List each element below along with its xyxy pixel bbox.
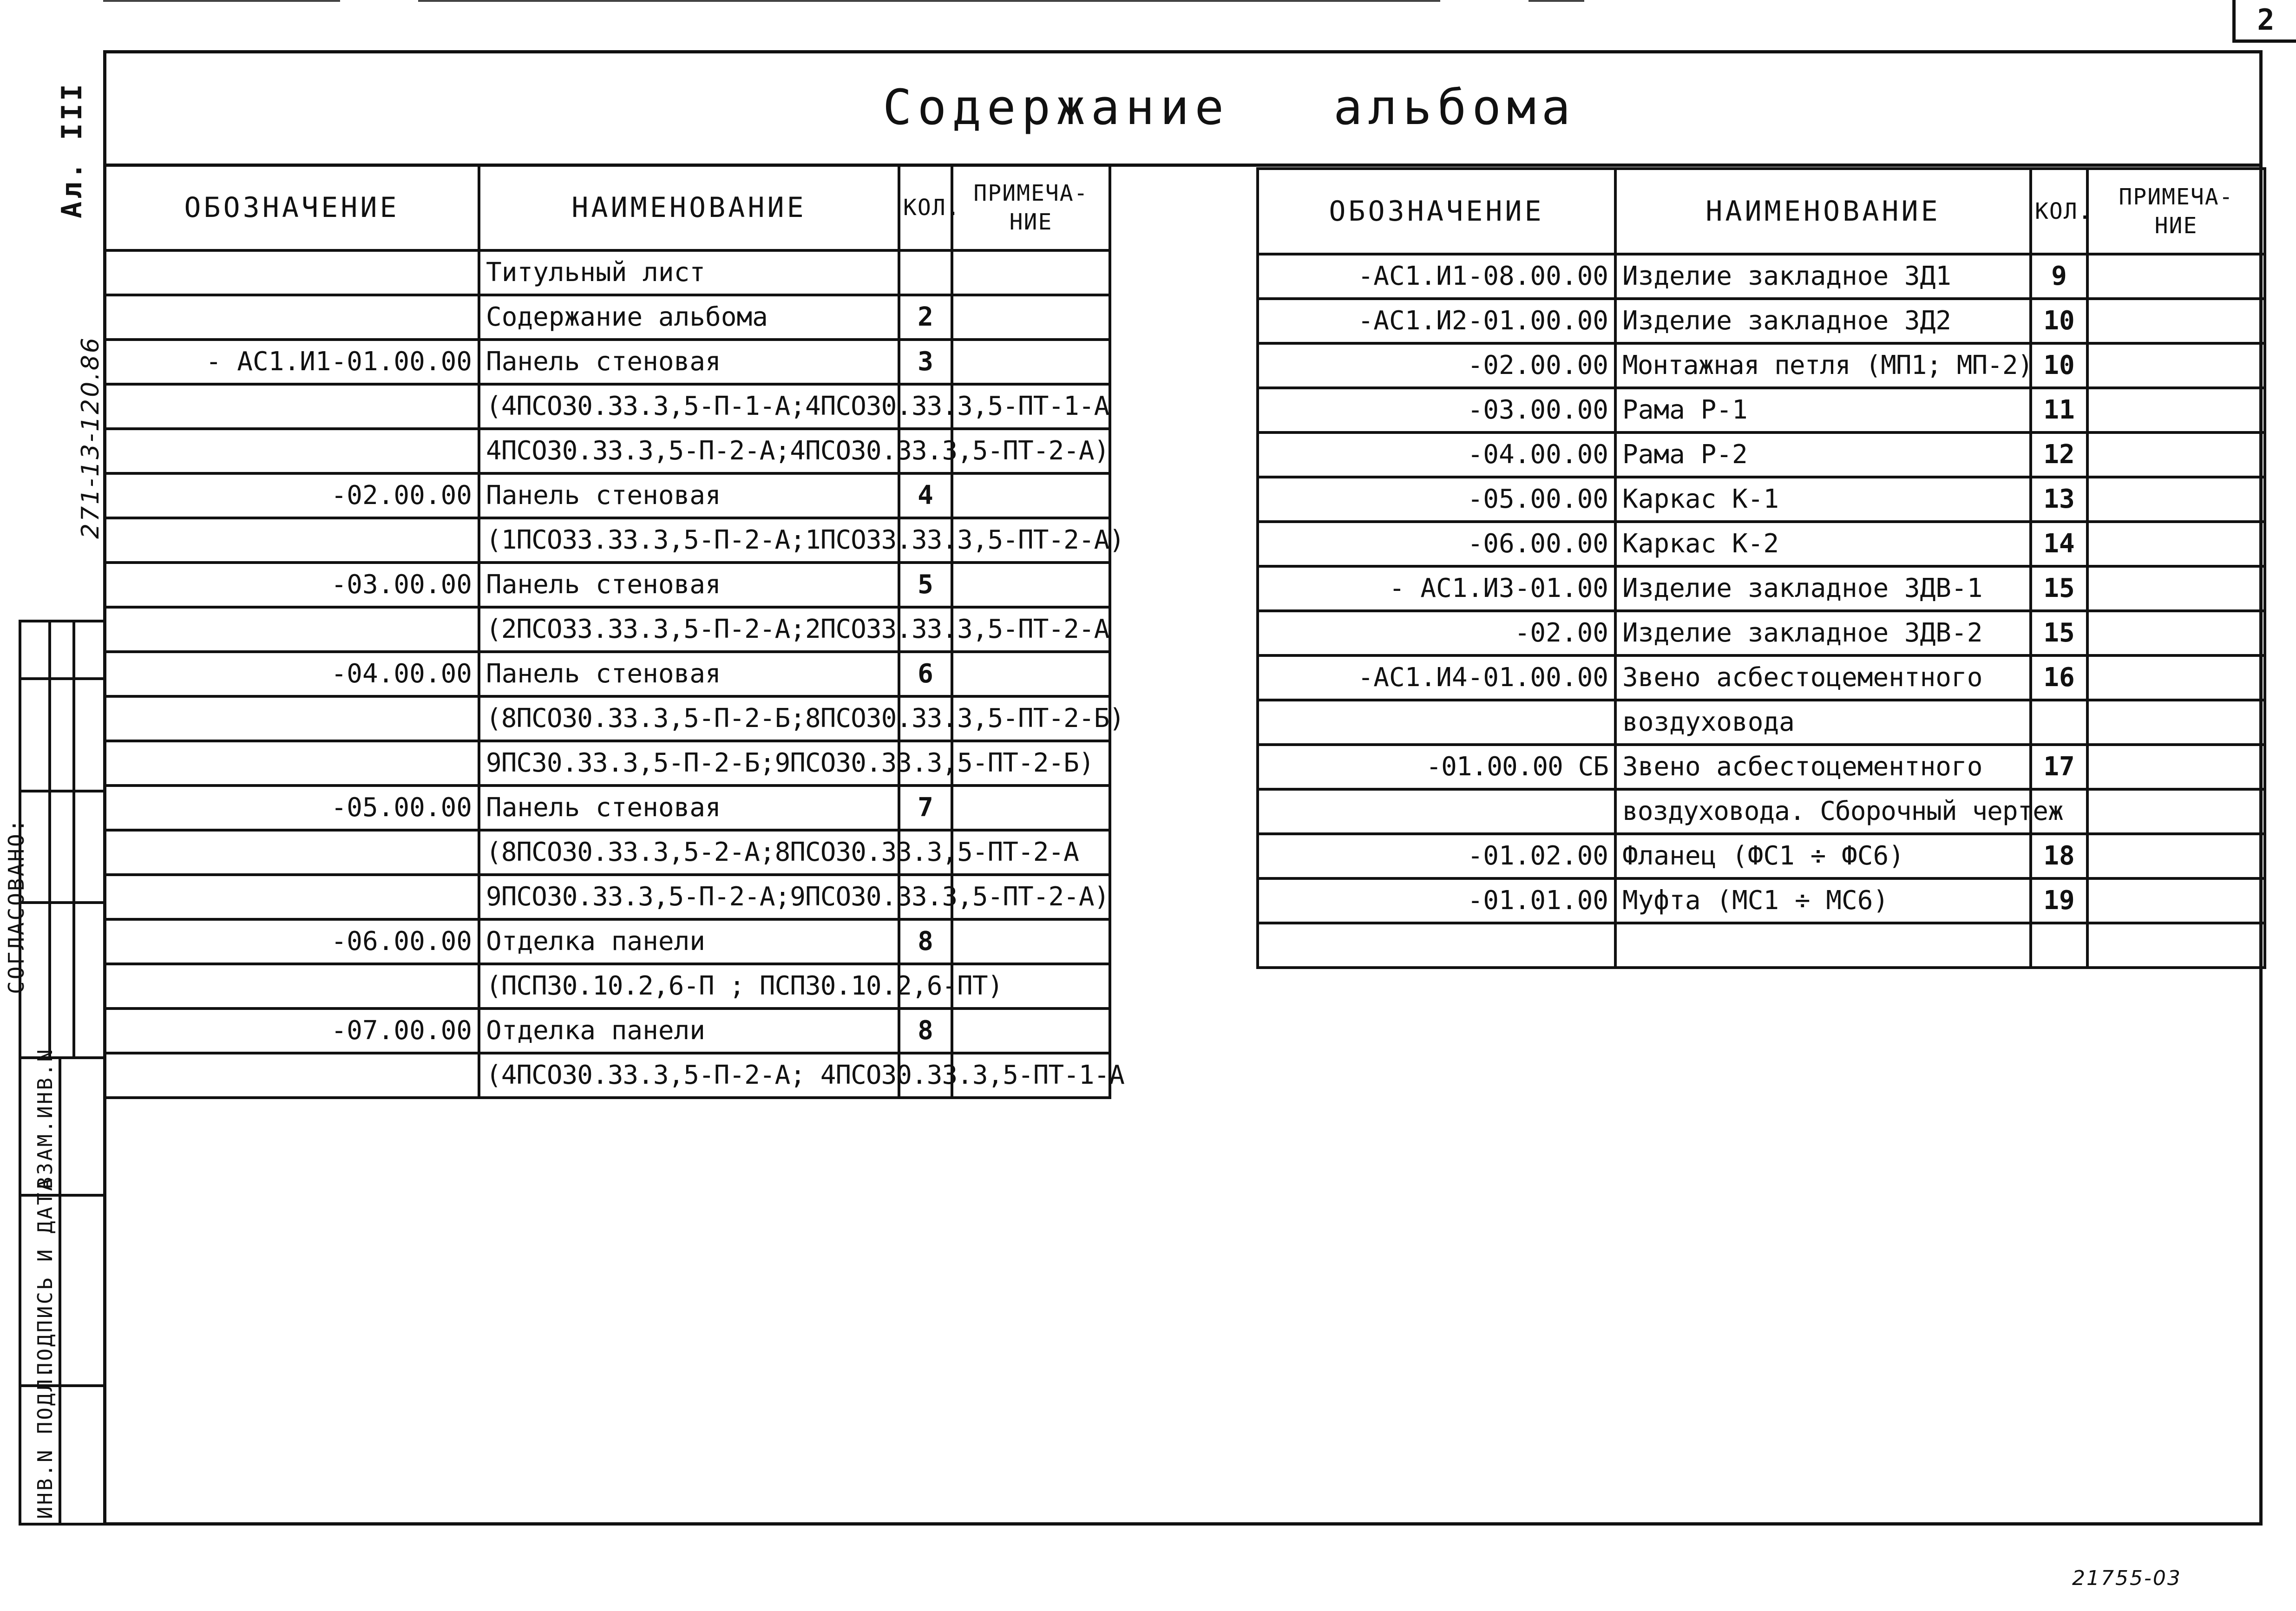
header-row xyxy=(105,165,1110,250)
table-row xyxy=(1258,700,2265,745)
table-row xyxy=(1258,611,2265,655)
row-code xyxy=(105,964,479,1009)
table-row xyxy=(105,518,1110,563)
table-row xyxy=(105,919,1110,964)
row-qty: 16 xyxy=(2031,655,2087,700)
contents-table-right xyxy=(1256,167,2266,969)
row-name: Отделка панели xyxy=(479,1009,899,1053)
table-row xyxy=(1258,477,2265,522)
row-name: Рама Р-1 xyxy=(1615,388,2031,432)
row-code: - АС1.И3-01.00 xyxy=(1258,566,1615,611)
table-row xyxy=(105,696,1110,741)
table-row xyxy=(105,607,1110,652)
row-code xyxy=(105,875,479,919)
row-qty: 13 xyxy=(2031,477,2087,522)
row-qty: 9 xyxy=(2031,254,2087,299)
table-row xyxy=(105,964,1110,1009)
row-qty: 19 xyxy=(2031,878,2087,923)
row-note xyxy=(952,919,1110,964)
row-qty xyxy=(899,250,952,295)
row-name: Изделие закладное ЗДВ-2 xyxy=(1615,611,2031,655)
table-row xyxy=(1258,923,2265,968)
row-code: -01.00.00 СБ xyxy=(1258,745,1615,789)
row-code xyxy=(105,830,479,875)
row-code: -02.00 xyxy=(1258,611,1615,655)
row-code xyxy=(105,696,479,741)
table-row xyxy=(1258,745,2265,789)
strip-divider xyxy=(59,1056,61,1526)
table-row xyxy=(1258,522,2265,566)
row-code: -04.00.00 xyxy=(1258,432,1615,477)
row-qty: 15 xyxy=(2031,611,2087,655)
row-note xyxy=(952,652,1110,696)
top-edge-mark xyxy=(418,0,1440,2)
table-row xyxy=(1258,343,2265,388)
archive-stamp: 21755-03 xyxy=(2072,1566,2182,1590)
row-qty: 7 xyxy=(899,786,952,830)
inv-original-label: ИНВ.N ПОДЛ. xyxy=(33,1363,57,1519)
row-name: Изделие закладное ЗД1 xyxy=(1615,254,2031,299)
row-note xyxy=(2087,254,2265,299)
row-code xyxy=(1258,789,1615,834)
row-code: -02.00.00 xyxy=(1258,343,1615,388)
row-qty: 17 xyxy=(2031,745,2087,789)
row-name: Изделие закладное ЗДВ-1 xyxy=(1615,566,2031,611)
row-name: Панель стеновая xyxy=(479,563,899,607)
replaced-inv-label: ВЗАМ.ИНВ.N xyxy=(33,1048,57,1189)
row-code xyxy=(105,295,479,340)
row-qty: 8 xyxy=(899,1009,952,1053)
table-row xyxy=(105,1009,1110,1053)
row-name: Панель стеновая xyxy=(479,786,899,830)
row-code: -03.00.00 xyxy=(105,563,479,607)
header-row xyxy=(1258,169,2265,254)
row-name: (ПСП30.10.2,6-П ; ПСП30.10.2,6-ПТ) xyxy=(479,964,899,1009)
page-title: Содержание альбома xyxy=(883,79,1576,136)
strip-divider xyxy=(21,677,103,680)
header-note: ПРИМЕЧА- НИЕ xyxy=(2087,169,2265,254)
row-name: Муфта (МС1 ÷ МС6) xyxy=(1615,878,2031,923)
strip-divider xyxy=(21,901,103,904)
row-note xyxy=(952,563,1110,607)
row-qty: 10 xyxy=(2031,343,2087,388)
row-qty: 4 xyxy=(899,473,952,518)
row-code: -07.00.00 xyxy=(105,1009,479,1053)
row-code xyxy=(105,250,479,295)
row-qty: 10 xyxy=(2031,299,2087,343)
row-note xyxy=(952,340,1110,384)
row-note xyxy=(2087,388,2265,432)
table-row xyxy=(105,250,1110,295)
row-code: - АС1.И1-01.00.00 xyxy=(105,340,479,384)
row-note xyxy=(2087,655,2265,700)
table-row xyxy=(1258,432,2265,477)
row-note xyxy=(2087,923,2265,968)
strip-divider xyxy=(72,622,75,1059)
row-name: воздуховода xyxy=(1615,700,2031,745)
row-qty xyxy=(2031,923,2087,968)
top-edge-mark xyxy=(103,0,340,2)
row-code: -02.00.00 xyxy=(105,473,479,518)
row-name: Изделие закладное ЗД2 xyxy=(1615,299,2031,343)
row-name: (8ПСО30.33.3,5-П-2-Б;8ПСО30.33.3,5-ПТ-2-Б) xyxy=(479,696,899,741)
row-note xyxy=(2087,745,2265,789)
row-qty: 18 xyxy=(2031,834,2087,878)
row-note xyxy=(2087,477,2265,522)
row-note xyxy=(2087,522,2265,566)
row-note xyxy=(952,295,1110,340)
header-designation: ОБОЗНАЧЕНИЕ xyxy=(105,165,479,250)
row-name: (4ПСО30.33.3,5-П-1-А;4ПСО30.33.3,5-ПТ-1-А xyxy=(479,384,899,429)
row-note xyxy=(952,786,1110,830)
table-row xyxy=(105,741,1110,786)
table-row xyxy=(105,875,1110,919)
row-code: -06.00.00 xyxy=(105,919,479,964)
row-note xyxy=(952,473,1110,518)
row-qty: 8 xyxy=(899,919,952,964)
row-code: -05.00.00 xyxy=(1258,477,1615,522)
row-name: Звено асбестоцементного xyxy=(1615,655,2031,700)
album-label: Ал. III xyxy=(56,81,88,218)
row-name: Титульный лист xyxy=(479,250,899,295)
header-name: НАИМЕНОВАНИЕ xyxy=(1615,169,2031,254)
row-name: (1ПСО33.33.3,5-П-2-А;1ПСО33.33.3,5-ПТ-2-А) xyxy=(479,518,899,563)
table-row xyxy=(1258,254,2265,299)
table-row xyxy=(1258,789,2265,834)
row-note xyxy=(2087,566,2265,611)
row-code: -06.00.00 xyxy=(1258,522,1615,566)
row-name: Монтажная петля (МП1; МП-2) xyxy=(1615,343,2031,388)
row-qty: 11 xyxy=(2031,388,2087,432)
row-name: Каркас К-2 xyxy=(1615,522,2031,566)
row-code xyxy=(105,1053,479,1098)
row-code: -03.00.00 xyxy=(1258,388,1615,432)
row-code: -01.02.00 xyxy=(1258,834,1615,878)
table-row xyxy=(105,786,1110,830)
row-code xyxy=(1258,923,1615,968)
table-row xyxy=(1258,878,2265,923)
row-name: Панель стеновая xyxy=(479,340,899,384)
row-code: -АС1.И1-08.00.00 xyxy=(1258,254,1615,299)
row-qty: 6 xyxy=(899,652,952,696)
row-note xyxy=(2087,700,2265,745)
document-code: 271-13-120.86 xyxy=(77,336,105,539)
row-code xyxy=(105,518,479,563)
row-name xyxy=(1615,923,2031,968)
header-qty: КОЛ. xyxy=(899,165,952,250)
table-row xyxy=(105,340,1110,384)
row-qty xyxy=(2031,700,2087,745)
row-qty: 14 xyxy=(2031,522,2087,566)
header-name: НАИМЕНОВАНИЕ xyxy=(479,165,899,250)
table-row xyxy=(105,429,1110,473)
row-qty: 3 xyxy=(899,340,952,384)
row-name: Содержание альбома xyxy=(479,295,899,340)
row-code: -05.00.00 xyxy=(105,786,479,830)
table-row xyxy=(105,830,1110,875)
row-qty: 2 xyxy=(899,295,952,340)
row-code xyxy=(1258,700,1615,745)
row-name: Панель стеновая xyxy=(479,652,899,696)
row-name: (2ПСО33.33.3,5-П-2-А;2ПСО33.33.3,5-ПТ-2-А xyxy=(479,607,899,652)
table-row xyxy=(105,652,1110,696)
table-row xyxy=(1258,299,2265,343)
top-edge-mark xyxy=(1528,0,1584,2)
row-code: -01.01.00 xyxy=(1258,878,1615,923)
row-note xyxy=(2087,299,2265,343)
strip-divider xyxy=(21,790,103,792)
row-code: -04.00.00 xyxy=(105,652,479,696)
agreed-label: СОГЛАСОВАНО: xyxy=(4,817,29,994)
table-row xyxy=(1258,834,2265,878)
header-note: ПРИМЕЧА- НИЕ xyxy=(952,165,1110,250)
row-name: Панель стеновая xyxy=(479,473,899,518)
row-code: -АС1.И2-01.00.00 xyxy=(1258,299,1615,343)
row-name: (8ПСО30.33.3,5-2-А;8ПСО30.33.3,5-ПТ-2-А xyxy=(479,830,899,875)
table-row xyxy=(105,384,1110,429)
signature-date-label: ПОДПИСЬ И ДАТА xyxy=(33,1177,57,1375)
row-note xyxy=(952,1009,1110,1053)
row-note xyxy=(2087,834,2265,878)
table-row xyxy=(105,295,1110,340)
row-note xyxy=(2087,878,2265,923)
table-row xyxy=(105,1053,1110,1098)
row-name: Каркас К-1 xyxy=(1615,477,2031,522)
row-note xyxy=(2087,611,2265,655)
row-note xyxy=(952,250,1110,295)
row-note xyxy=(2087,343,2265,388)
row-name: Фланец (ФС1 ÷ ФС6) xyxy=(1615,834,2031,878)
row-name: (4ПСО30.33.3,5-П-2-А; 4ПСО30.33.3,5-ПТ-1-А xyxy=(479,1053,899,1098)
row-name: 9ПС30.33.3,5-П-2-Б;9ПСО30.33.3,5-ПТ-2-Б) xyxy=(479,741,899,786)
table-row xyxy=(1258,566,2265,611)
table-row xyxy=(105,563,1110,607)
row-code xyxy=(105,741,479,786)
row-name: 9ПСО30.33.3,5-П-2-А;9ПСО30.33.3,5-ПТ-2-А) xyxy=(479,875,899,919)
strip-divider xyxy=(48,622,51,1059)
row-qty: 5 xyxy=(899,563,952,607)
sheet-number: 2 xyxy=(2232,0,2296,43)
row-code xyxy=(105,384,479,429)
row-note xyxy=(2087,432,2265,477)
row-code xyxy=(105,607,479,652)
row-name: Отделка панели xyxy=(479,919,899,964)
table-row xyxy=(1258,655,2265,700)
row-code: -АС1.И4-01.00.00 xyxy=(1258,655,1615,700)
row-name: Рама Р-2 xyxy=(1615,432,2031,477)
row-name: Звено асбестоцементного xyxy=(1615,745,2031,789)
row-name: воздуховода. Сборочный чертеж xyxy=(1615,789,2031,834)
row-note xyxy=(2087,789,2265,834)
row-qty: 15 xyxy=(2031,566,2087,611)
row-code xyxy=(105,429,479,473)
table-row xyxy=(1258,388,2265,432)
approval-strip xyxy=(19,620,103,1526)
row-qty: 12 xyxy=(2031,432,2087,477)
contents-table-left xyxy=(103,164,1125,1099)
row-name: 4ПСО30.33.3,5-П-2-А;4ПСО30.33.3,5-ПТ-2-А) xyxy=(479,429,899,473)
table-row xyxy=(105,473,1110,518)
header-designation: ОБОЗНАЧЕНИЕ xyxy=(1258,169,1615,254)
header-qty: КОЛ. xyxy=(2031,169,2087,254)
